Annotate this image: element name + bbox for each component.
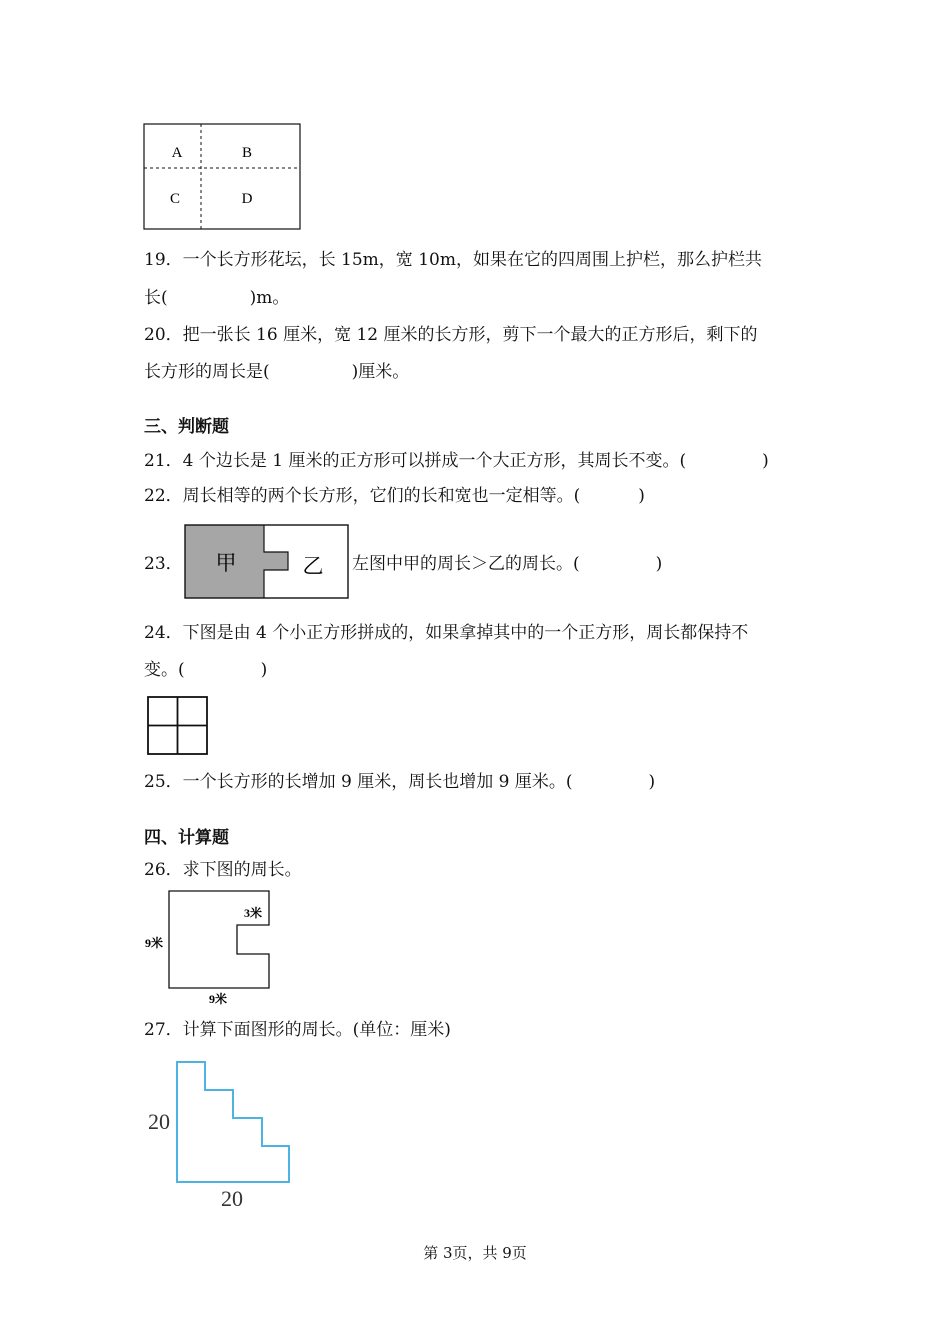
q20-suffix: )厘米。 — [351, 362, 410, 382]
q23-text: 左图中甲的周长＞乙的周长。( — [352, 554, 580, 574]
q25 — [144, 770, 655, 794]
region-c-label: C — [169, 191, 181, 207]
q26-text: 26．求下图的周长。 — [144, 860, 302, 880]
q24-prefix: 变。( — [144, 660, 185, 680]
yi-label: 乙 — [302, 554, 324, 578]
q23-close: ) — [655, 554, 663, 574]
q26-bottom-label: 9米 — [208, 992, 228, 1006]
q19-suffix: )m。 — [249, 288, 290, 308]
abcd-figure — [143, 123, 303, 231]
q19-line1: 19．一个长方形花坛，长 15m，宽 10m，如果在它的四周围上护栏，那么护栏共 — [144, 250, 762, 270]
q21-text: 21．4 个边长是 1 厘米的正方形可以拼成一个大正方形，其周长不变。( — [144, 451, 687, 471]
q24-line2 — [144, 658, 267, 682]
q20-prefix: 长方形的周长是( — [144, 362, 270, 382]
region-b-label: B — [241, 145, 253, 161]
q21-close: ) — [762, 451, 769, 471]
q26-notch-label: 3米 — [243, 906, 263, 920]
q26-notched-square-figure — [140, 888, 275, 1010]
q27-staircase-figure — [140, 1055, 300, 1215]
q19-line2 — [144, 286, 289, 310]
q23-number: 23． — [144, 554, 183, 574]
q22 — [144, 484, 645, 508]
q19-prefix: 长( — [144, 288, 168, 308]
q27-bottom-label: 20 — [221, 1186, 243, 1211]
q25-close: ) — [648, 772, 656, 792]
region-d-label: D — [241, 191, 253, 207]
region-a-label: A — [171, 145, 183, 161]
q21 — [144, 449, 769, 473]
q27-text: 27．计算下面图形的周长。(单位：厘米) — [144, 1020, 451, 1040]
q20-line2 — [144, 360, 409, 384]
section-3-title: 三、判断题 — [144, 417, 229, 437]
q27-side-label: 20 — [148, 1109, 170, 1134]
q20-line1: 20．把一张长 16 厘米，宽 12 厘米的长方形，剪下一个最大的正方形后，剩下的 — [144, 325, 758, 345]
q22-close: ) — [638, 486, 645, 506]
section-4-title: 四、计算题 — [144, 828, 229, 848]
page-footer: 第 3页，共 9页 — [423, 1244, 527, 1262]
q26-side-label: 9米 — [144, 936, 164, 950]
q24-close: ) — [260, 660, 268, 680]
q24-four-squares-figure — [147, 696, 209, 756]
q22-text: 22．周长相等的两个长方形，它们的长和宽也一定相等。( — [144, 486, 581, 506]
jia-label: 甲 — [215, 551, 237, 575]
q24-line1: 24．下图是由 4 个小正方形拼成的，如果拿掉其中的一个正方形，周长都保持不 — [144, 623, 749, 643]
q23-statement — [352, 552, 662, 576]
q25-text: 25．一个长方形的长增加 9 厘米，周长也增加 9 厘米。( — [144, 772, 573, 792]
q23-figure — [183, 523, 351, 601]
